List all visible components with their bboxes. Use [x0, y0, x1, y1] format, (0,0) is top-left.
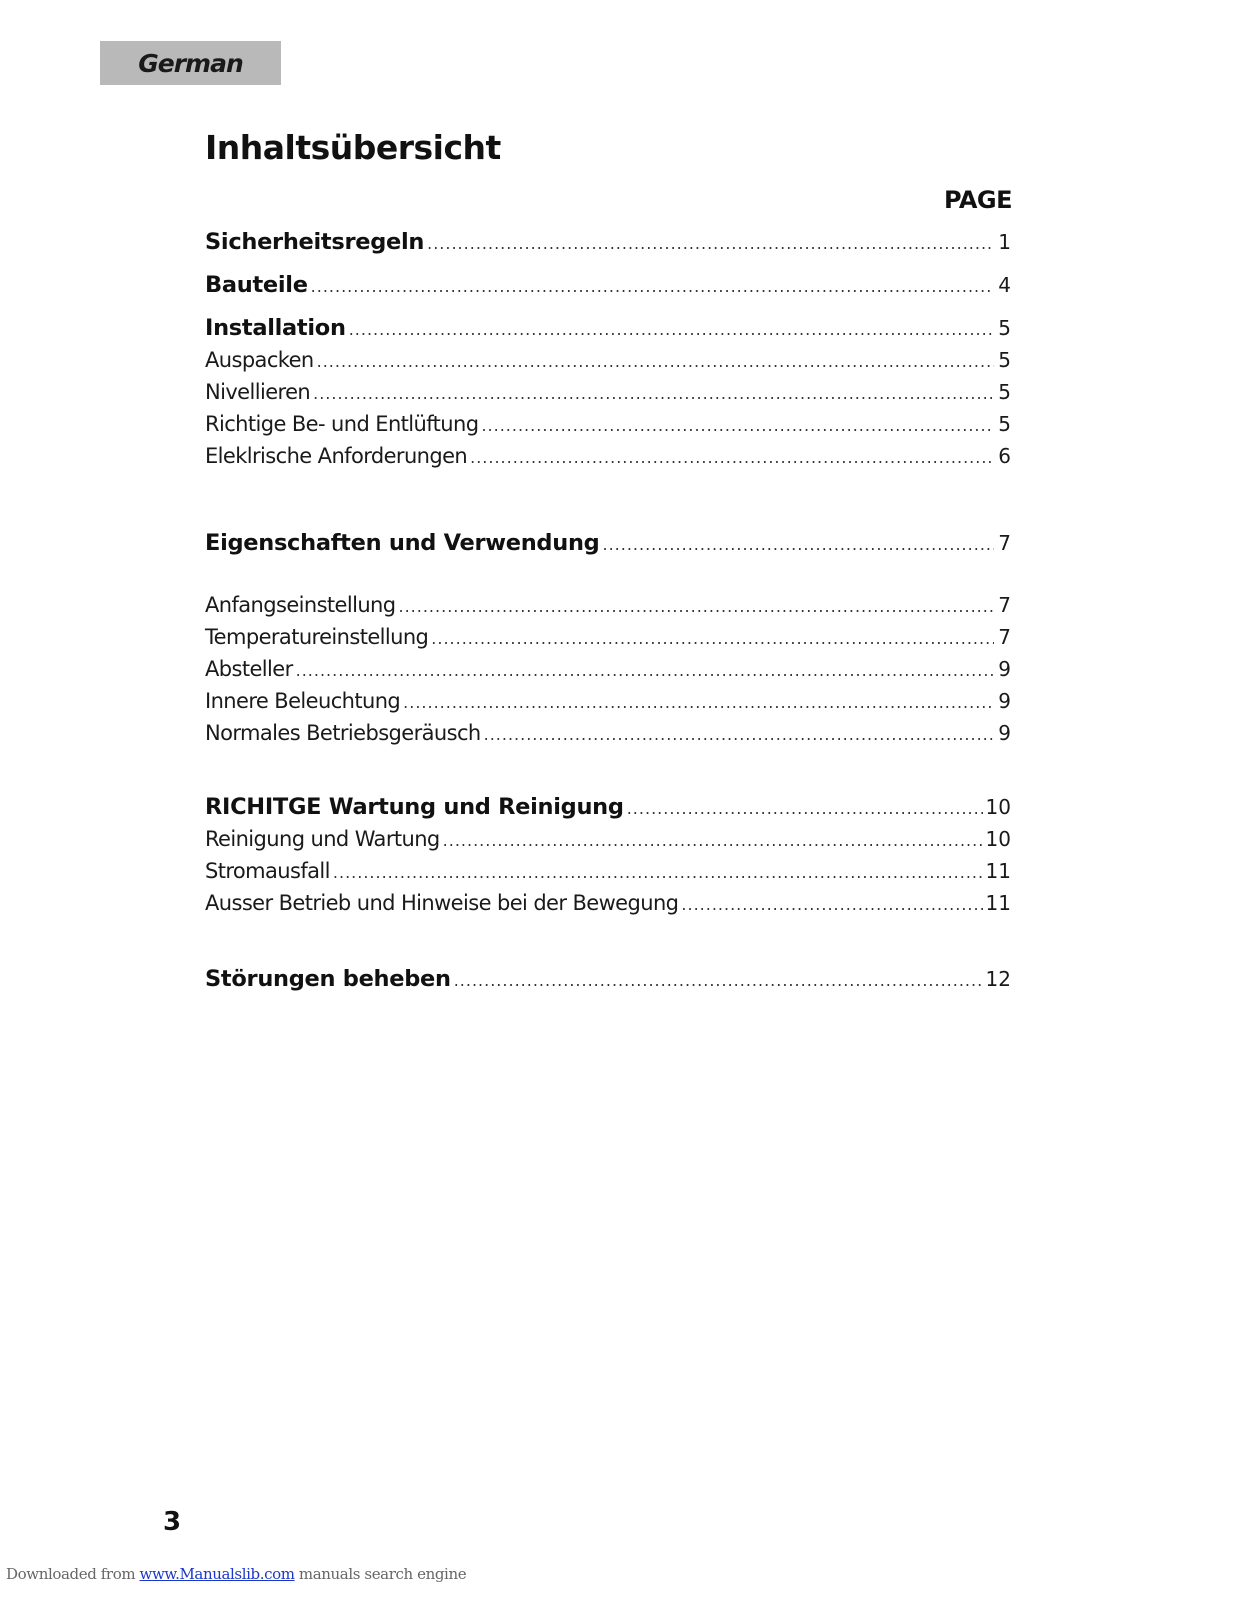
- toc-entry[interactable]: [205, 272, 1011, 298]
- dot-leader: [317, 352, 994, 371]
- toc-entry-page: 5: [998, 412, 1011, 436]
- toc-entry-label: Anfangseinstellung: [205, 593, 396, 617]
- dot-leader: [399, 597, 995, 616]
- toc-entry-label: Temperatureinstellung: [205, 625, 429, 649]
- toc-entry[interactable]: [205, 859, 1011, 883]
- toc-entry[interactable]: [205, 827, 1011, 851]
- toc-entry-label: Stromausfall: [205, 859, 330, 883]
- toc-entry-page: 9: [998, 689, 1011, 713]
- toc-entry-page: 10: [985, 795, 1011, 819]
- manualslib-link[interactable]: www.Manualslib.com: [139, 1565, 295, 1583]
- page-title: Inhaltsübersicht: [205, 128, 501, 167]
- toc-entry-page: 5: [998, 380, 1011, 404]
- toc-entry-page: 4: [998, 273, 1011, 297]
- download-footer: [6, 1565, 466, 1583]
- dot-leader: [470, 448, 994, 467]
- page-column-header: PAGE: [943, 186, 1012, 214]
- toc-entry[interactable]: [205, 657, 1011, 681]
- toc-entry-label: Bauteile: [205, 272, 308, 298]
- toc-entry[interactable]: [205, 625, 1011, 649]
- dot-leader: [427, 234, 994, 253]
- dot-leader: [454, 971, 983, 990]
- dot-leader: [333, 863, 983, 882]
- toc-entry-label: Sicherheitsregeln: [205, 229, 425, 255]
- toc-entry-page: 10: [985, 827, 1011, 851]
- toc-entry-page: 11: [985, 859, 1011, 883]
- toc-entry[interactable]: [205, 966, 1011, 992]
- dot-leader: [681, 895, 982, 914]
- toc-entry-page: 6: [998, 444, 1011, 468]
- toc-entry[interactable]: [205, 794, 1011, 820]
- dot-leader: [311, 277, 994, 296]
- dot-leader: [443, 831, 983, 850]
- toc-entry-label: Nivellieren: [205, 380, 311, 404]
- toc-entry-page: 7: [998, 625, 1011, 649]
- toc-entry-label: Auspacken: [205, 348, 314, 372]
- toc-entry-label: Installation: [205, 315, 346, 341]
- dot-leader: [481, 416, 994, 435]
- dot-leader: [602, 535, 994, 554]
- toc-entry-label: Reinigung und Wartung: [205, 827, 440, 851]
- language-tab: German: [100, 41, 281, 85]
- toc-entry[interactable]: [205, 721, 1011, 745]
- dot-leader: [627, 799, 983, 818]
- toc-entry-label: RICHITGE Wartung und Reinigung: [205, 794, 624, 820]
- toc-entry-page: 5: [998, 348, 1011, 372]
- toc-entry-label: Störungen beheben: [205, 966, 451, 992]
- toc-entry-page: 1: [998, 230, 1011, 254]
- footer-suffix: manuals search engine: [298, 1565, 467, 1583]
- page-number: 3: [163, 1507, 182, 1537]
- toc-entry[interactable]: [205, 444, 1011, 468]
- toc-entry-page: 9: [998, 721, 1011, 745]
- toc-entry[interactable]: [205, 891, 1011, 915]
- toc-entry[interactable]: [205, 593, 1011, 617]
- footer-prefix: Downloaded from: [6, 1565, 136, 1583]
- toc-entry-label: Innere Beleuchtung: [205, 689, 401, 713]
- dot-leader: [484, 725, 994, 744]
- toc-entry-page: 12: [985, 967, 1011, 991]
- toc-entry[interactable]: [205, 689, 1011, 713]
- toc-entry[interactable]: [205, 229, 1011, 255]
- toc-entry-label: Ausser Betrieb und Hinweise bei der Bewegung: [205, 891, 679, 915]
- toc-entry-page: 7: [998, 531, 1011, 555]
- toc-entry-label: Absteller: [205, 657, 293, 681]
- dot-leader: [296, 661, 994, 680]
- toc-entry-page: 9: [998, 657, 1011, 681]
- toc-entry-page: 5: [998, 316, 1011, 340]
- dot-leader: [403, 693, 994, 712]
- toc-entry[interactable]: [205, 412, 1011, 436]
- toc-entry[interactable]: [205, 380, 1011, 404]
- dot-leader: [313, 384, 994, 403]
- toc-entry[interactable]: [205, 530, 1011, 556]
- toc-entry-page: 7: [998, 593, 1011, 617]
- dot-leader: [349, 320, 994, 339]
- toc-entry[interactable]: [205, 348, 1011, 372]
- toc-entry[interactable]: [205, 315, 1011, 341]
- dot-leader: [431, 629, 994, 648]
- toc-entry-label: Normales Betriebsgeräusch: [205, 721, 481, 745]
- toc-entry-page: 11: [985, 891, 1011, 915]
- toc-entry-label: Richtige Be- und Entlüftung: [205, 412, 479, 436]
- toc-entry-label: Eigenschaften und Verwendung: [205, 530, 600, 556]
- toc-entry-label: Eleklrische Anforderungen: [205, 444, 468, 468]
